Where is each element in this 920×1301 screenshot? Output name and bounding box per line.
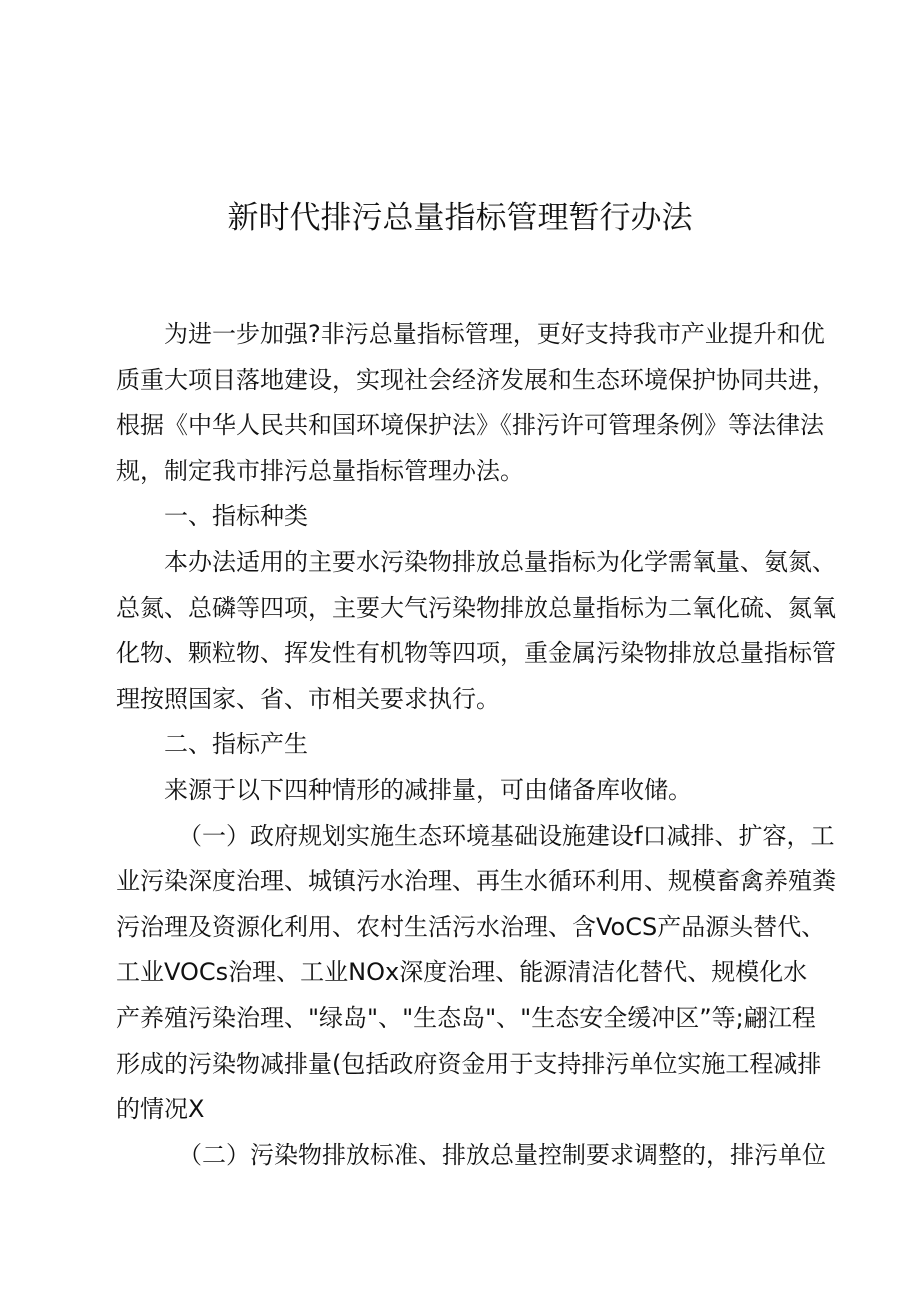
paragraph-line: 形成的污染物减排量(包括政府资金用于支持排污单位实施工程减排 bbox=[116, 1049, 822, 1078]
paragraph-line: 业污染深度治理、城镇污水治理、再生水循环利用、规模畜禽养殖粪 bbox=[116, 867, 836, 896]
paragraph-line: 工业VOCs治理、工业NOx深度治理、能源清洁化替代、规模化水 bbox=[116, 958, 808, 987]
section-heading: 一、指标种类 bbox=[164, 502, 308, 531]
paragraph-line: （一）政府规划实施生态环境基础设施建设f口减排、扩容，工 bbox=[178, 821, 835, 850]
paragraph-line: 根据《中华人民共和国环境保护法》《排污许可管理条例》等法律法 bbox=[116, 411, 824, 440]
paragraph-line: 质重大项目落地建设，实现社会经济发展和生态环境保护协同共进， bbox=[116, 365, 836, 394]
document-title: 新时代排污总量指标管理暂行办法 bbox=[227, 200, 693, 236]
section-heading: 二、指标产生 bbox=[164, 730, 308, 759]
paragraph-line: 的情况X bbox=[116, 1095, 205, 1124]
paragraph-line: 为进一步加强?非污总量指标管理，更好支持我市产业提升和优 bbox=[164, 320, 825, 348]
paragraph-line: 化物、颗粒物、挥发性有机物等四项，重金属污染物排放总量指标管 bbox=[116, 639, 836, 668]
paragraph-line: 规，制定我市排污总量指标管理办法。 bbox=[116, 456, 524, 485]
paragraph-line: 污治理及资源化利用、农村生活污水治理、含VoCS产品源头替代、 bbox=[116, 912, 826, 941]
paragraph-line: 理按照国家、省、市相关要求执行。 bbox=[116, 684, 500, 713]
paragraph-line: 总氮、总磷等四项，主要大气污染物排放总量指标为二氧化硫、氮氧 bbox=[116, 593, 836, 622]
paragraph-line: （二）污染物排放标准、排放总量控制要求调整的，排污单位 bbox=[178, 1140, 826, 1169]
paragraph-line: 来源于以下四种情形的减排量，可由储备库收储。 bbox=[164, 775, 692, 804]
paragraph-line: 产养殖污染治理、"绿岛"、"生态岛"、"生态安全缓冲区”等;翩江程 bbox=[116, 1003, 816, 1032]
paragraph-line: 本办法适用的主要水污染物排放总量指标为化学需氧量、氨氮、 bbox=[164, 547, 836, 576]
document-body bbox=[116, 312, 836, 1178]
